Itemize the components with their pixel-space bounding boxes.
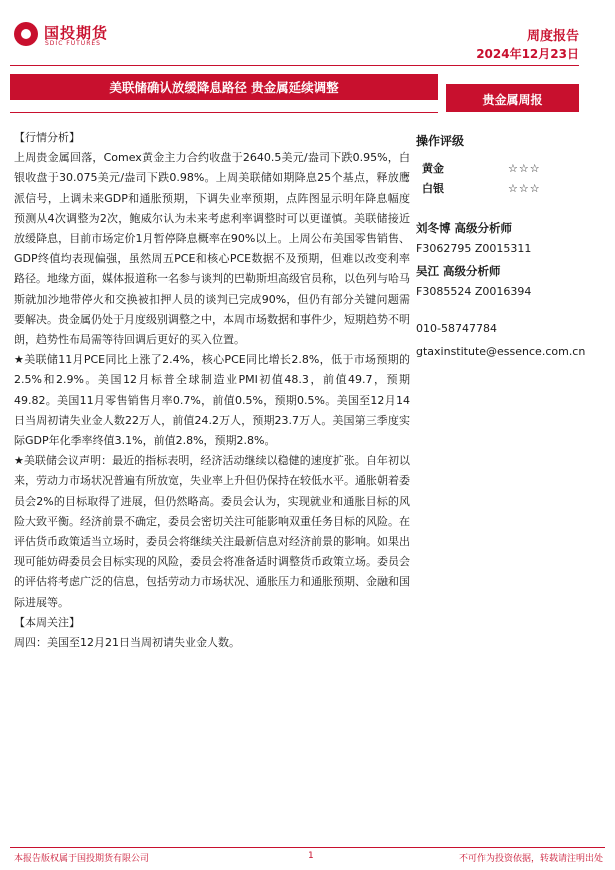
contact-phone: 010-58747784: [416, 322, 497, 335]
rating-heading: 操作评级: [416, 134, 465, 148]
rating-row-gold: [416, 158, 611, 178]
rating-name: 白银: [422, 182, 444, 195]
focus-paragraph: 周四：美国至12月21日当周初请失业金人数。: [14, 636, 240, 650]
report-date: 2024年12月23日: [476, 47, 579, 61]
title-banner: [10, 74, 438, 100]
section-heading-analysis: 【行情分析】: [14, 131, 80, 144]
rating-stars-icon: ☆☆☆: [508, 181, 541, 195]
report-tag-banner: [446, 84, 579, 112]
footer-divider: [10, 847, 605, 848]
header-divider: [10, 65, 579, 66]
page-number: 1: [308, 851, 314, 861]
logo-mark-icon: [14, 22, 38, 46]
data-paragraph: ★美联储11月PCE同比上涨了2.4%，核心PCE同比增长2.8%，低于市场预期的2.5%和2.9%。美国12月标普全球制造业PMI初值48.3，前值49.7，预期49.82。美国11月零售销售月率0.7%，前值0.5%，预期0.5%。美国至12月14日当周初请失业金人数22万人，前值24.2万人，预期23.7万人。美国第三季度实际GDP年化季率终值3.1%，前值2.8%，预期2.8%。: [14, 353, 410, 448]
footer-copyright: 本报告版权属于国投期货有限公司: [14, 854, 150, 864]
logo-name-cn: 国投期货: [44, 24, 109, 42]
section-heading-focus: 【本周关注】: [14, 615, 80, 629]
rating-row-silver: [416, 178, 611, 198]
fomc-statement-paragraph: ★美联储会议声明：最近的指标表明，经济活动继续以稳健的速度扩张。自年初以来，劳动力市场状况普遍有所放宽，失业率上升但仍保持在较低水平。通胀朝着委员会2%的目标取得了进展，但仍然略高。委员会认为，实现就业和通胀目标的风险大致平衡。经济前景不确定，委员会密切关注可能影响双重任务目标的风险。在评估货币政策适当立场时，委员会将继续关注最新信息对经济前景的影响。如果出现可能妨碍委员会目标实现的风险，委员会将准备适时调整货币政策立场。委员会的评估将考虑广泛的信息，包括劳动力市场状况、通胀压力和通胀预期、金融和国际进展等。: [14, 454, 410, 609]
report-tag: 贵金属周报: [482, 93, 543, 107]
main-content: [14, 128, 410, 653]
analyst-name: 吴江 高级分析师: [416, 264, 501, 278]
company-logo: [14, 20, 154, 50]
analyst-license: F3085524 Z0016394: [416, 285, 532, 298]
contact-email[interactable]: gtaxinstitute@essence.com.cn: [416, 345, 586, 358]
report-title: 美联储确认放缓降息路径 贵金属延续调整: [109, 80, 339, 95]
title-divider: [10, 112, 438, 113]
analyst-license: F3062795 Z0015311: [416, 242, 532, 255]
rating-name: 黄金: [422, 162, 444, 175]
rating-stars-icon: ☆☆☆: [508, 161, 541, 175]
logo-name-en: SDIC FUTURES: [45, 40, 101, 47]
sidebar: [416, 132, 611, 358]
footer-disclaimer: 不可作为投资依据，转载请注明出处: [458, 854, 603, 864]
report-type: 周度报告: [526, 29, 579, 44]
analysis-paragraph: 上周贵金属回落，Comex黄金主力合约收盘于2640.5美元/盎司下跌0.95%，白银收盘于30.075美元/盎司下跌0.98%。上周美联储如期降息25个基点，释放鹰派信号，上调未来GDP和通胀预期，下调失业率预期，点阵图显示明年降息幅度预测从4次调整为2次，鲍威尔认为未来考虑利率调整时可以更谨慎。美联储接近放缓降息，目前市场定价1月暂停降息概率在90%以上。上周公布美国零售销售、GDP终值均表现偏强，虽然周五PCE和核心PCE数据不及预期，但难以改变利率路径。地缘方面，媒体报道称一名参与谈判的巴勒斯坦高级官员称，以色列与哈马斯就加沙地带停火和交换被扣押人员的谈判已完成90%，但仍有部分关键问题需要解决。贵金属仍处于月度级别调整之中，本周市场数据和事件少，短期趋势不明朗，趋势性布局需等待回调后更好的买入位置。: [14, 151, 410, 347]
analyst-name: 刘冬博 高级分析师: [416, 221, 513, 235]
